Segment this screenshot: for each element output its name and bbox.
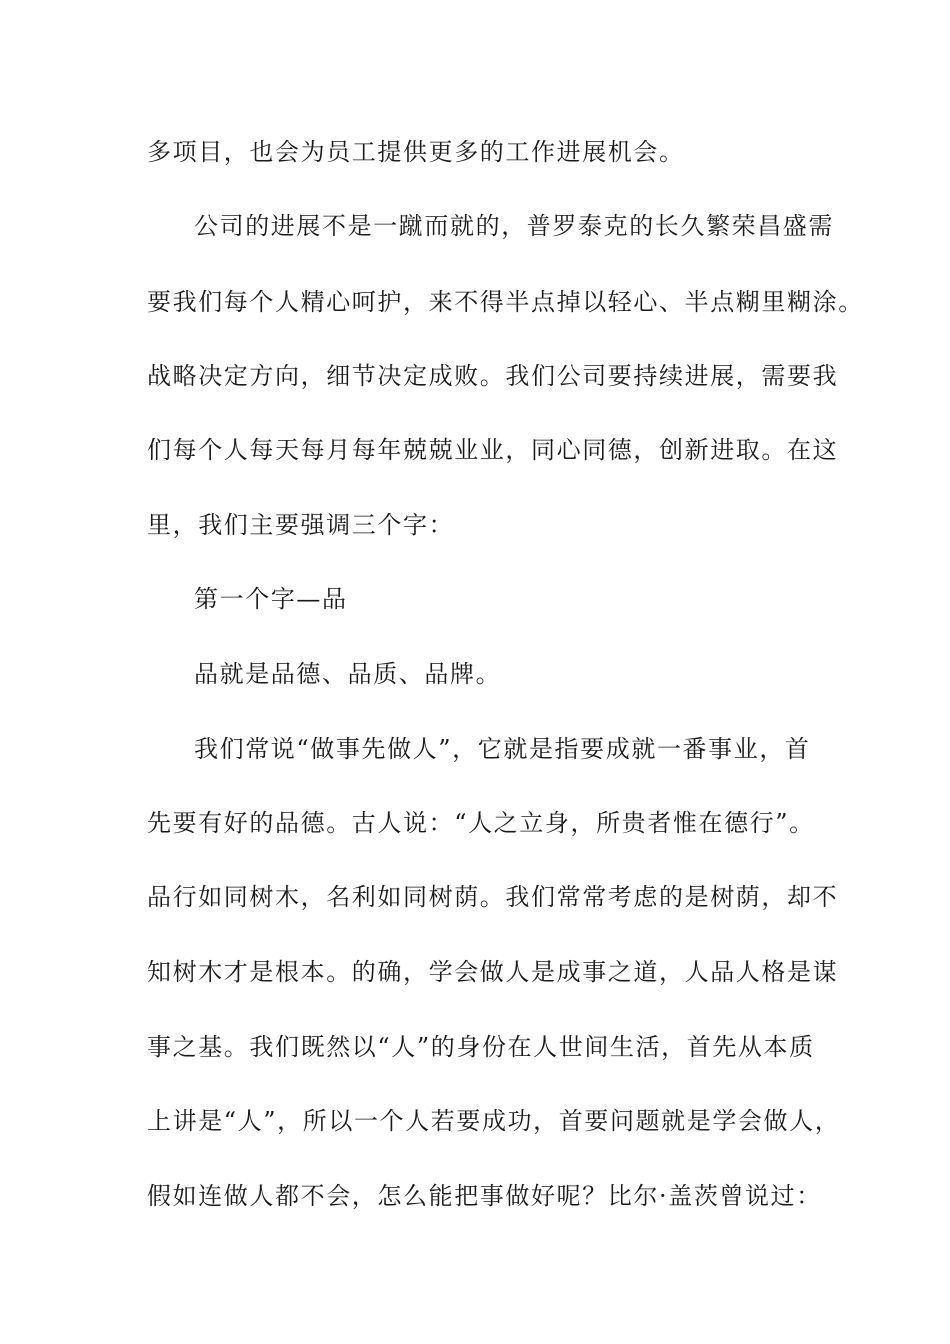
text-line-10: 先要有好的品德。古人说：“人之立身，所贵者惟在德行”。 (147, 809, 815, 837)
text-line-11: 品行如同树木，名利如同树荫。我们常常考虑的是树荫，却不 (147, 883, 839, 911)
text-line-8: 品就是品德、品质、品牌。 (194, 660, 502, 688)
text-line-3: 要我们每个人精心呵护，来不得半点掉以轻心、半点糊里糊涂。 (147, 288, 864, 316)
text-line-9: 我们常说“做事先做人”，它就是指要成就一番事业，首 (194, 735, 811, 763)
text-line-5: 们每个人每天每月每年兢兢业业，同心同德，创新进取。在这 (147, 436, 839, 464)
text-line-6: 里，我们主要强调三个字： (147, 511, 455, 539)
section-heading: 第一个字—品 (194, 585, 348, 613)
text-line-4: 战略决定方向，细节决定成败。我们公司要持续进展，需要我 (147, 362, 839, 390)
text-line-15: 假如连做人都不会，怎么能把事做好呢？比尔·盖茨曾说过： (147, 1182, 822, 1210)
text-line-13: 事之基。我们既然以“人”的身份在人世间生活，首先从本质 (147, 1033, 815, 1061)
text-line-2: 公司的进展不是一蹴而就的，普罗泰克的长久繁荣昌盛需 (194, 212, 834, 240)
text-line-14: 上讲是“人”，所以一个人若要成功，首要问题就是学会做人， (147, 1107, 841, 1135)
text-line-12: 知树木才是根本。的确，学会做人是成事之道，人品人格是谋 (147, 958, 839, 986)
text-line-1: 多项目，也会为员工提供更多的工作进展机会。 (147, 138, 685, 166)
